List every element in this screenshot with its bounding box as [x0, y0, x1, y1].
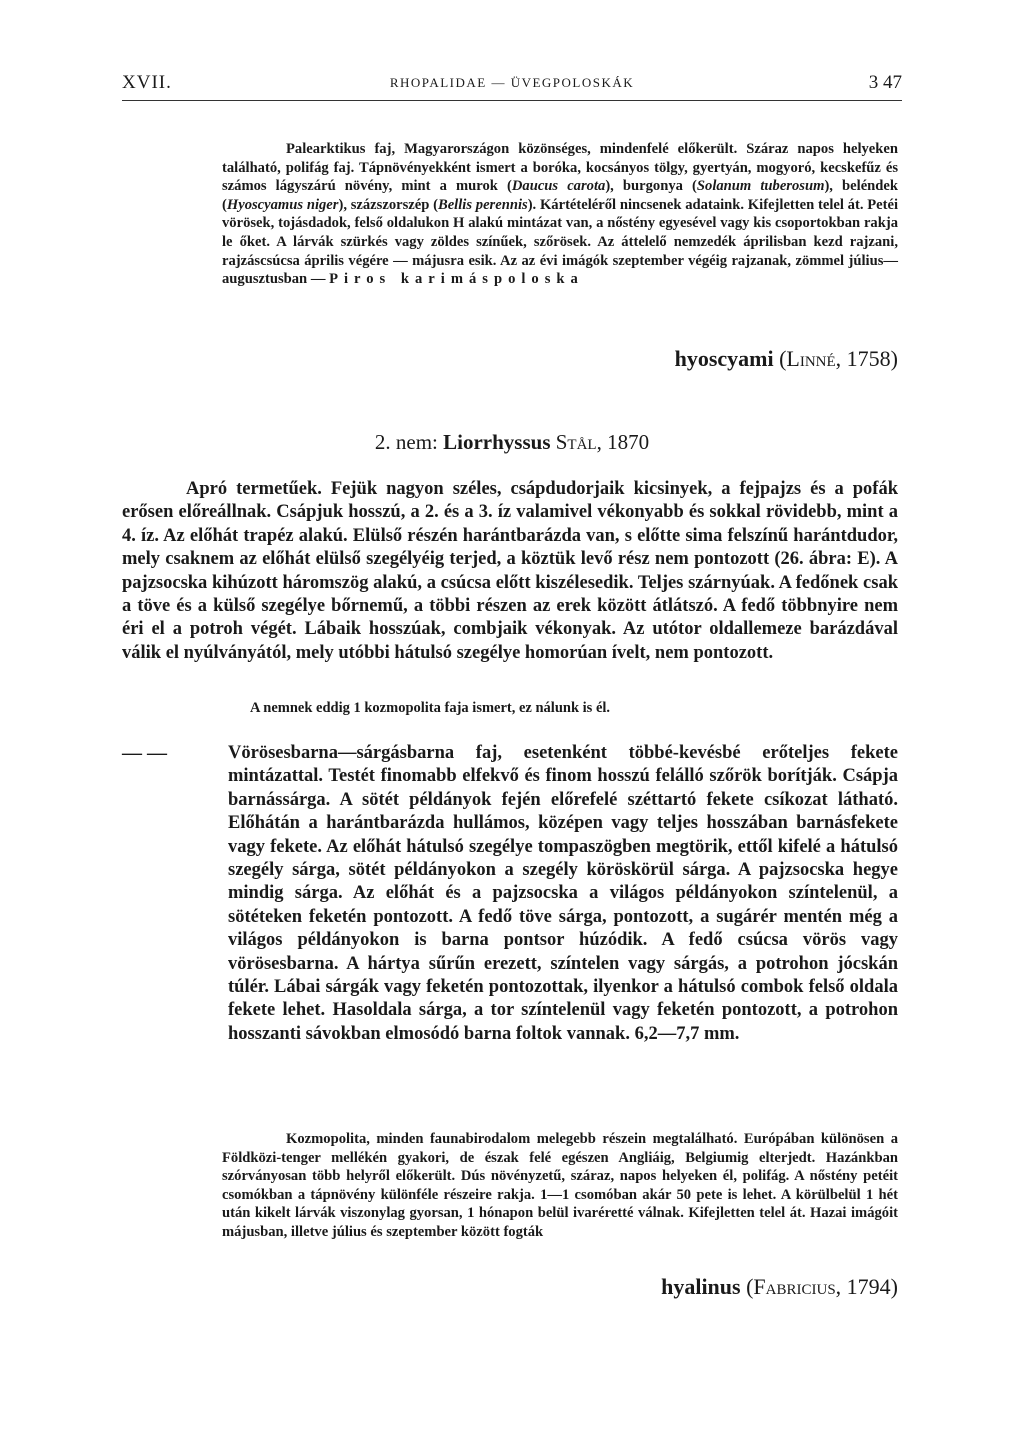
species-name: hyalinus — [661, 1274, 741, 1299]
species-heading-hyalinus — [661, 1274, 898, 1300]
species-ecology: Kozmopolita, minden faunabirodalom melegebb részein megtalálható. Európában különösen a Földközi-tenger mellékén gyakori, de észak felé egészen Angliáig, Belgiumig elterjedt. Hazánkban szórványosan több helyről előkerült. Dús növényzetű, száraz, napos helyeken él, polifág. A nőstény petéit csomókban a tápnövény különféle részeire rakja. 1—1 csomóban akár 50 pete is lehet. A körülbelül 1 hét után kikelt lárvák viszonylag gyorsan, 1 hónapon belül ivaréretté válnak. Kifejletten telel át. Hazai imágóit májusban, illetve július és szeptember között fogták — [222, 1131, 898, 1240]
page-number: 3 47 — [868, 72, 902, 93]
species-author: (Linné, 1758) — [779, 346, 898, 371]
species-dash-marker: — — — [122, 742, 167, 764]
common-name: Piros karimáspoloska — [329, 271, 584, 288]
intro-paragraph: Palearktikus faj, Magyarországon közönséges, mindenfelé előkerült. Száraz napos helyeken található, polifág faj. Tápnövényekként ismert a boróka, kocsányos tölgy, gyertyán, mogyoró, kecskefűz és számos lágyszárú növény, mint a murok (Daucus carota), burgonya (Solanum tuberosum), beléndek (Hyoscyamus niger), százszorszép (Bellis perennis). Kártételéről nincsenek adataink. Kifejletten telel át. Petéi vörösek, tojásdadok, felső oldalukon H alakú mintázat van, a nőstény egyesével vagy kis csoportokban rakja le őket. A lárvák szürkés vagy zöldes színűek, szőrösek. Az áttelelő nemzedék áprilisban kezd rajzani, rajzáscsúcsa április végére — májusra esik. Az az évi imágók szeptember végéig rajzanak, zömmel július—augusztusban — Piros karimáspoloska — [222, 141, 899, 288]
genus-note: A nemnek eddig 1 kozmopolita faja ismert, ez nálunk is él. — [249, 700, 611, 716]
species-name: hyoscyami — [674, 346, 774, 371]
species-author: (Fabricius, 1794) — [746, 1274, 898, 1299]
species-description: Vörösesbarna—sárgásbarna faj, esetenként többé-kevésbé erőteljes fekete mintázattal. Testét finomabb elfekvő és finom hosszú felálló szőrök borítják. Csápja barnássárga. A sötét példányok fején előrefelé széttartó fekete csíkozat látható. Előhátán a harántbarázda hullámos, középen vagy teljes hosszában barnásfekete vagy fekete. Az előhát hátulsó szegélye tompaszögben megtörik, ettől kifelé a hátulsó szegély sárga, sötét példányokon a szegély köröskörül sárga. A pajzsocska hegye mindig sárga. Az előhát és a pajzsocska a világos példányokon színtelenül, a sötéteken feketén pontozott. A fedő töve sárga, pontozott, a sugárér mentén még a világos példányokon is barna pontsor húzódik. A fedő csúcsa vörös vagy vörösesbarna. A hártya sűrűn erezett, színtelen vagy sárgás, a potrohon jócskán túlér. Lábai sárgák vagy feketén pontozottak, ilyenkor a hátulsó combok felső oldala fekete lehet. Hasoldala sárga, a tor színtelenül vagy feketén pontozott, a potrohon hosszanti sávokban elmosódó barna foltok vannak. 6,2—7,7 mm. — [228, 743, 898, 1044]
genus-description: Apró termetűek. Fejük nagyon széles, csápdudorjaik kicsinyek, a fejpajzs és a pofák erősen előreállnak. Csápjuk hosszú, a 2. és a 3. íz valamivel vékonyabb és sokkal rövidebb, mint a 4. íz. Az előhát trapéz alakú. Elülső részén harántbarázda van, s előtte sima felszínű harántdudor, mely csaknem az előhát elülső szegélyéig terjed, a köztük levő rész nem pontozott (26. ábra: E). A pajzsocska kihúzott háromszög alakú, a csúcsa előtt kiszélesedik. Teljes szárnyúak. A fedőnek csak a töve és a külső szegélye bőrnemű, a többi részen az erek között átlátszó. A fedő többnyire nem éri el a potroh végét. Lábaik hosszúak, combjaik vékonyak. Az utótor oldallemeze barázdával válik el nyúlványától, mely utóbbi hátulsó szegélye homorúan ívelt, nem pontozott. — [122, 479, 898, 663]
species-heading-hyoscyami — [675, 346, 898, 372]
genus-heading: 2. nem: Liorrhyssus Stål, 1870 — [374, 430, 650, 454]
genus-author: Stål, 1870 — [555, 430, 650, 454]
genus-name: Liorrhyssus — [443, 430, 551, 454]
running-header — [122, 72, 902, 101]
running-title: RHOPALIDAE — ÜVEGPOLOSKÁK — [389, 75, 635, 90]
chapter-number: XVII. — [122, 72, 172, 93]
